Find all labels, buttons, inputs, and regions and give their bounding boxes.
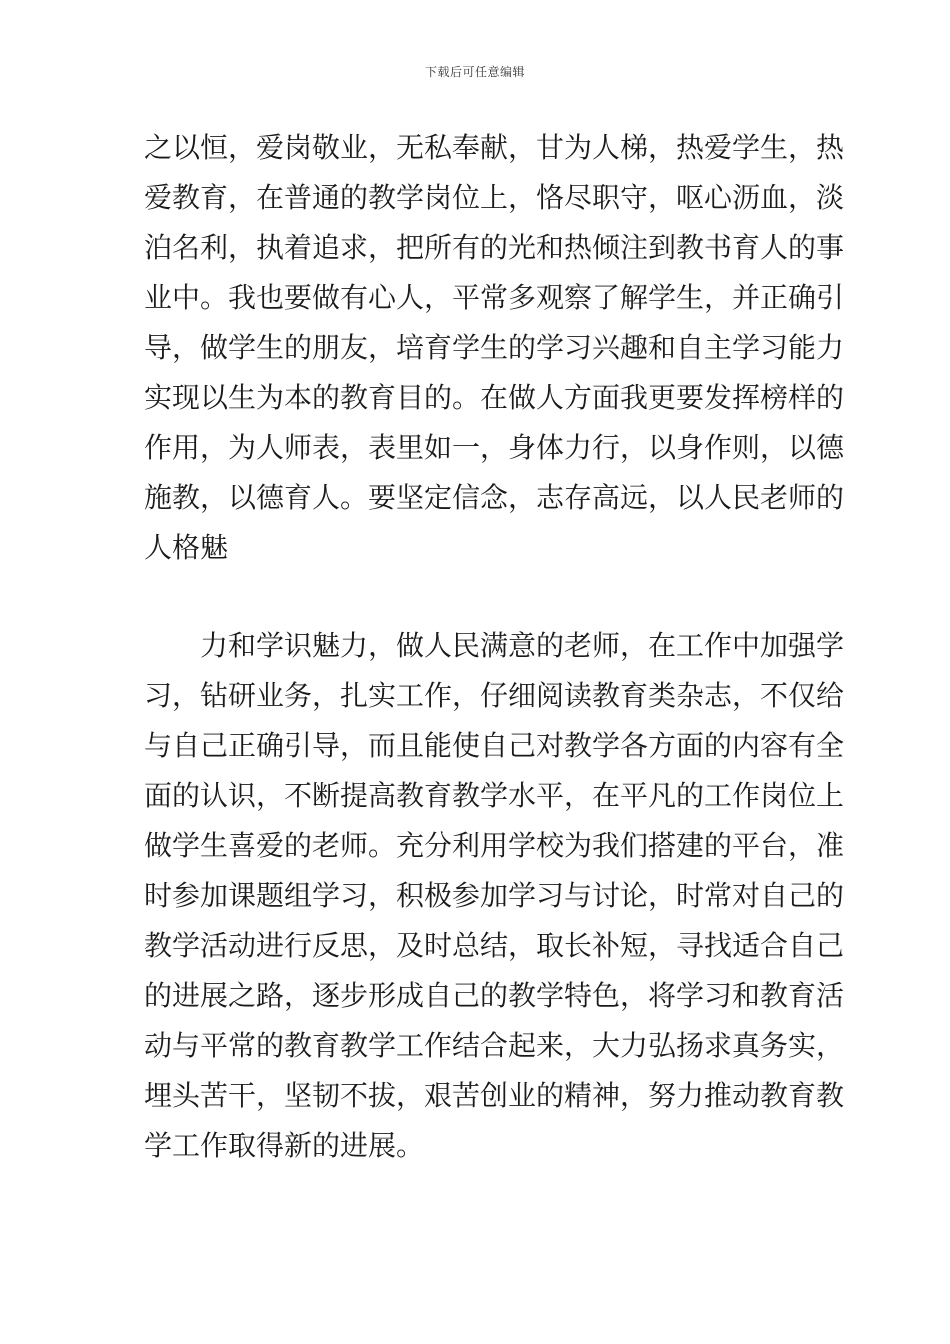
page-header: 下载后可任意编辑 (424, 65, 525, 79)
text-line: 埋头苦干，坚韧不拔，艰苦创业的精神，努力推动教育教 (144, 1079, 845, 1112)
text-line: 业中。我也要做有心人，平常多观察了解学生，并正确引 (144, 281, 845, 314)
text-line: 习，钻研业务，扎实工作，仔细阅读教育类杂志，不仅给 (144, 679, 845, 712)
text-line: 力和学识魅力，做人民满意的老师，在工作中加强学 (200, 629, 845, 662)
text-line: 施教，以德育人。要坚定信念，志存高远，以人民老师的 (144, 481, 845, 514)
text-line: 之以恒，爱岗敬业，无私奉献，甘为人梯，热爱学生，热 (144, 131, 845, 164)
text-line: 动与平常的教育教学工作结合起来，大力弘扬求真务实， (144, 1029, 845, 1062)
text-line: 爱教育，在普通的教学岗位上，恪尽职守，呕心沥血，淡 (144, 181, 845, 214)
text-line: 教学活动进行反思，及时总结，取长补短，寻找适合自己 (144, 929, 845, 962)
text-line: 导，做学生的朋友，培育学生的学习兴趣和自主学习能力 (144, 331, 845, 364)
text-line: 实现以生为本的教育目的。在做人方面我更要发挥榜样的 (144, 381, 845, 414)
text-line: 面的认识，不断提高教育教学水平，在平凡的工作岗位上 (144, 779, 845, 812)
text-line: 人格魅 (144, 531, 229, 564)
text-line: 学工作取得新的进展。 (144, 1129, 425, 1162)
text-line: 与自己正确引导，而且能使自己对教学各方面的内容有全 (144, 729, 845, 762)
text-line: 泊名利，执着追求，把所有的光和热倾注到教书育人的事 (144, 231, 845, 264)
text-line: 的进展之路，逐步形成自己的教学特色，将学习和教育活 (144, 979, 845, 1012)
text-line: 作用，为人师表，表里如一，身体力行，以身作则，以德 (144, 431, 845, 464)
text-line: 时参加课题组学习，积极参加学习与讨论，时常对自己的 (144, 879, 845, 912)
text-line: 做学生喜爱的老师。充分利用学校为我们搭建的平台，准 (144, 829, 845, 862)
